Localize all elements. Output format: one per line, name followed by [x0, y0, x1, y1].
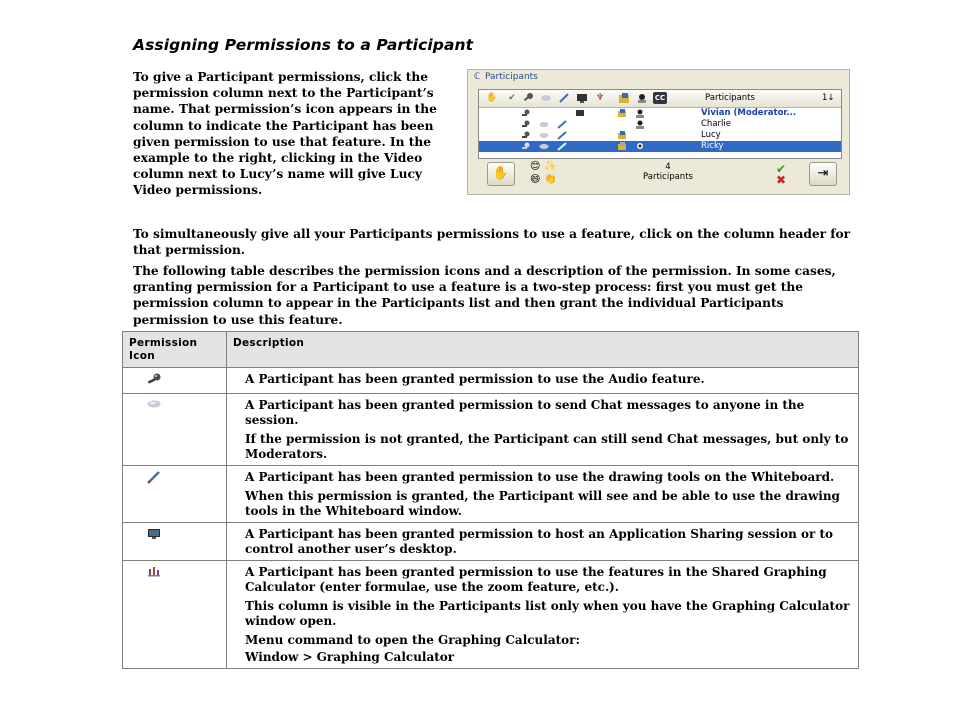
page-title: Assigning Permissions to a Participant: [133, 36, 474, 54]
participants-grid[interactable]: [478, 89, 842, 159]
description-text: Menu command to open the Graphing Calculator:: [245, 633, 580, 647]
description-text: A Participant has been granted permission to use the features in the Shared Graphing Calculator (enter formulae, use the zoom feature, etc.).: [245, 565, 827, 594]
video-icon: [635, 120, 645, 129]
menu-path: Window > Graphing Calculator: [245, 650, 455, 664]
chat-bubble-icon: [539, 131, 549, 140]
description-cell: [227, 523, 859, 561]
participant-row-selected[interactable]: [479, 141, 841, 152]
video-icon: [635, 109, 645, 118]
participant-name: Lucy: [701, 130, 721, 140]
cc-column-icon[interactable]: CC: [654, 94, 666, 102]
icon-cell: [123, 523, 227, 561]
panel-title: [474, 72, 538, 82]
monitor-icon: [145, 527, 163, 541]
permissions-table: [122, 331, 858, 669]
monitor-column-icon[interactable]: [575, 92, 589, 104]
hand-column-icon[interactable]: ✋: [486, 93, 498, 103]
description-cell: [227, 561, 859, 669]
folder-icon: [617, 142, 627, 151]
participant-count-number: 4: [665, 162, 671, 172]
folder-icon: [617, 131, 627, 140]
graph-icon: [145, 565, 163, 579]
description-text: This column is visible in the Participants list only when you have the Graphing Calculator window open.: [245, 599, 850, 628]
clap-icon[interactable]: 👏: [544, 174, 557, 185]
table-row: [123, 466, 859, 523]
description-text: A Participant has been granted permission to use the Audio feature.: [245, 372, 705, 386]
chat-bubble-icon: [539, 142, 549, 151]
folder-column-icon[interactable]: [617, 92, 631, 104]
table-row: [123, 561, 859, 669]
participant-row[interactable]: [479, 130, 841, 141]
description-cell: [227, 394, 859, 466]
description-text: If the permission is not granted, the Participant can still send Chat messages, but only to Moderators.: [245, 432, 849, 461]
column-header-icon: Permission Icon: [123, 332, 227, 368]
chat-bubble-icon: [145, 398, 163, 412]
chat-bubble-icon: [539, 120, 549, 129]
microphone-icon: [521, 131, 531, 140]
panel-footer: [468, 162, 849, 194]
icon-cell: [123, 368, 227, 394]
participants-icon: ℂ: [474, 72, 481, 82]
icon-cell: [123, 561, 227, 669]
description-text: A Participant has been granted permission to use the drawing tools on the Whiteboard.: [245, 470, 835, 484]
participant-name: Ricky: [701, 141, 724, 151]
participant-count-label: Participants: [643, 172, 693, 182]
chat-column-icon[interactable]: [539, 92, 553, 104]
icon-cell: [123, 394, 227, 466]
check-icon[interactable]: ✔: [776, 162, 787, 176]
panel-title-label: Participants: [485, 72, 538, 82]
microphone-icon: [145, 372, 163, 386]
microphone-icon: [521, 142, 531, 151]
applause-icon[interactable]: ✨: [544, 161, 557, 172]
microphone-column-icon[interactable]: [521, 92, 535, 104]
pen-icon: [557, 131, 567, 140]
table-header-row: [123, 332, 859, 368]
paragraph-column-header: To simultaneously give all your Participants permissions to use a feature, click on the column header for that permission.: [133, 227, 851, 258]
participant-row[interactable]: [479, 119, 841, 130]
pen-icon: [145, 470, 163, 484]
table-row: [123, 368, 859, 394]
grid-header: [479, 90, 841, 108]
column-header-description: Description: [227, 332, 859, 368]
icon-cell: [123, 466, 227, 523]
participant-name: Vivian (Moderator...: [701, 108, 797, 118]
video-icon: [635, 142, 645, 151]
close-icon[interactable]: ✖: [776, 173, 787, 187]
description-text: A Participant has been granted permission to host an Application Sharing session or to control another user’s desktop.: [245, 527, 834, 556]
pen-icon: [557, 142, 567, 151]
paragraph-table-intro: The following table describes the permission icons and a description of the permission. In some cases, granting permission for a Participant to use a feature is a two-step process: first you must get the permission column to appear in the Participants list and then grant the individual Participants permission to use this feature.: [133, 264, 836, 327]
description-cell: [227, 368, 859, 394]
pen-column-icon[interactable]: [557, 92, 571, 104]
video-column-icon[interactable]: [635, 92, 649, 104]
participants-panel: [467, 69, 850, 195]
description-cell: [227, 466, 859, 523]
microphone-icon: [521, 109, 531, 118]
graph-column-icon[interactable]: ♆: [595, 93, 605, 103]
participant-count: [628, 162, 708, 182]
check-column-icon[interactable]: ✔: [508, 93, 516, 103]
pen-icon: [557, 120, 567, 129]
participants-column-header[interactable]: Participants: [705, 93, 755, 103]
laugh-icon[interactable]: 😄: [530, 174, 541, 185]
description-text: When this permission is granted, the Participant will see and be able to use the drawing tools in the Whiteboard window.: [245, 489, 840, 518]
description-text: A Participant has been granted permission to send Chat messages to anyone in the session.: [245, 398, 805, 427]
intro-paragraph: To give a Participant permissions, click the permission column next to the Participant’s name. That permission’s icon appears in the column to indicate the Participant has been given permission to use that feature. In the example to the right, clicking in the Video column next to Lucy’s name will give Lucy Video permissions.: [133, 70, 437, 198]
sort-toggle[interactable]: 1↓: [822, 93, 835, 103]
raise-hand-button[interactable]: ✋: [487, 162, 515, 186]
folder-icon: [617, 109, 627, 118]
table-row: [123, 394, 859, 466]
microphone-icon: [521, 120, 531, 129]
participant-name: Charlie: [701, 119, 731, 129]
table-row: [123, 523, 859, 561]
exit-button[interactable]: ⇥: [809, 162, 837, 186]
smile-icon[interactable]: 😊: [530, 161, 541, 172]
monitor-icon: [575, 109, 585, 118]
participant-row[interactable]: [479, 108, 841, 119]
